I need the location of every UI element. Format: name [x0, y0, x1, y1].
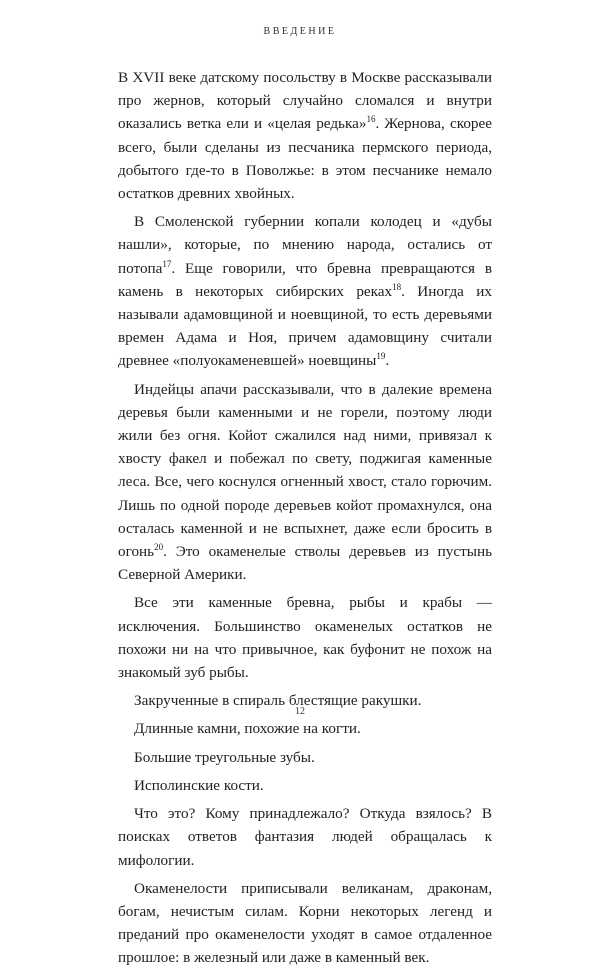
text-run: . — [385, 352, 390, 370]
page-number: 12 — [295, 706, 305, 717]
text-run: Индейцы апачи рассказывали, что в далекие времена деревья были каменными и не горели, поэтому люди жили без огня. Койот сжалился над ними, привязал к хвосту факел и побежал по свету, поджигая каменные леса. Все, чего коснулся огненный хвост, стало горючим. Лишь по одной породе деревьев койот промахнулся, она осталась каменной и не вспыхнет, даже если бросить в огонь — [118, 380, 492, 561]
text-run: Закрученные в спираль блестящие ракушки. — [134, 692, 422, 710]
body-text — [118, 66, 492, 970]
paragraph-6 — [118, 717, 492, 740]
paragraph-8 — [118, 774, 492, 797]
paragraph-9 — [118, 802, 492, 872]
text-run: . Это окаменелые стволы деревьев из пустынь Северной Америки. — [118, 543, 492, 584]
text-run: Исполинские кости. — [134, 776, 264, 794]
footnote-ref: 20 — [154, 542, 164, 553]
text-run: В XVII веке датскому посольству в Москве рассказывали про жернов, который случайно сломался и внутри оказались ветка ели и «целая редька» — [118, 69, 492, 133]
footnote-ref: 17 — [162, 258, 172, 269]
text-run: . Жернова, скорее всего, были сделаны из песчаника пермского периода, добытого где-то в Поволжье: в этом песчанике немало остатков древних хвойных. — [118, 115, 492, 203]
text-run: В Смоленской губернии копали колодец и «дубы нашли», которые, по мнению народа, остались от потопа — [118, 213, 492, 277]
text-run: Что это? Кому принадлежало? Откуда взялось? В поисках ответов фантазия людей обращалась к мифологии. — [118, 805, 492, 869]
text-run: Большие треугольные зубы. — [134, 748, 315, 766]
footnote-ref: 18 — [392, 281, 402, 292]
text-run: Длинные камни, похожие на когти. — [134, 720, 361, 738]
paragraph-7 — [118, 746, 492, 769]
footnote-ref: 19 — [376, 351, 386, 362]
paragraph-3 — [118, 378, 492, 587]
text-run: Окаменелости приписывали великанам, драконам, богам, нечистым силам. Корни некоторых легенд и преданий про окаменелости уходят в самое отдаленное прошлое: в железный или даже в каменный век. — [118, 879, 492, 967]
text-run: . Иногда их называли адамовщиной и ноевщиной, то есть деревьями времен Адама и Ноя, причем адамовщину считали древнее «полуокаменевшей» ноевщины — [118, 282, 492, 370]
paragraph-2 — [118, 210, 492, 372]
footnote-ref: 16 — [366, 114, 376, 125]
paragraph-10 — [118, 877, 492, 970]
text-run: . Еще говорили, что бревна превращаются в камень в некоторых сибирских реках — [118, 259, 492, 300]
running-header: ВВЕДЕНИЕ — [263, 26, 337, 37]
text-run: Все эти каменные бревна, рыбы и крабы — исключения. Большинство окаменелых остатков не похожи ни на что привычное, как буфонит не похож на знакомый зуб рыбы. — [118, 594, 492, 682]
paragraph-1 — [118, 66, 492, 205]
paragraph-4 — [118, 591, 492, 684]
